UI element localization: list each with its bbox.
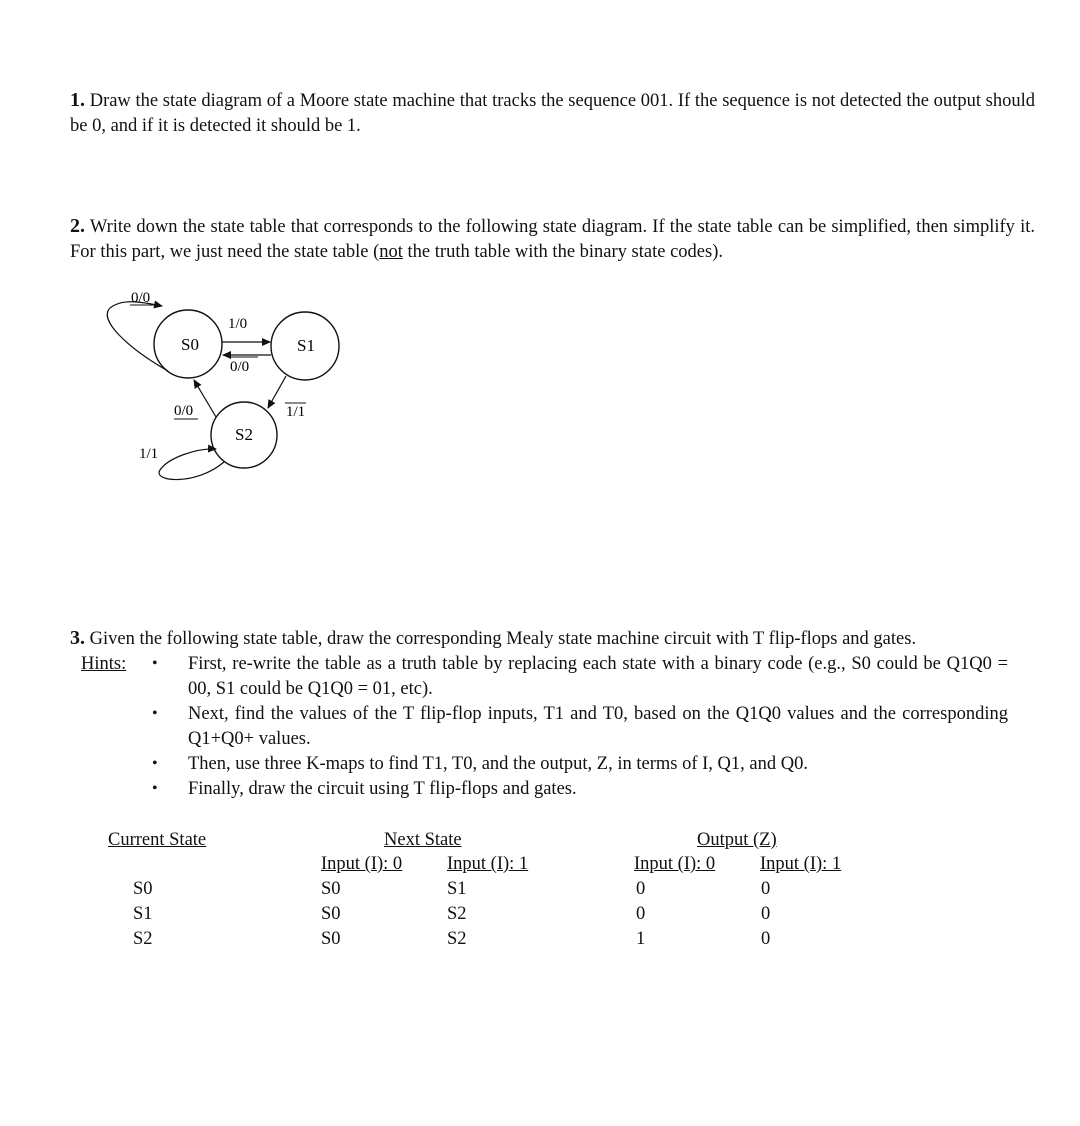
question-1-number: 1. xyxy=(70,89,85,111)
label-s0-to-s1: 1/0 xyxy=(228,316,248,332)
row2-out1: 0 xyxy=(761,929,771,949)
state-s2 xyxy=(211,402,277,468)
label-s2-self: 1/1 xyxy=(139,446,159,462)
header-output: Output (Z) xyxy=(697,830,777,850)
transition-s2-to-s0 xyxy=(194,380,216,417)
row0-current: S0 xyxy=(133,879,153,899)
question-1 xyxy=(70,88,1035,139)
row0-next0: S0 xyxy=(321,879,341,899)
hint-4: Finally, draw the circuit using T flip-flops and gates. xyxy=(188,779,577,799)
row1-out0: 0 xyxy=(636,904,646,924)
label-s1-to-s2: 1/1 xyxy=(286,404,306,420)
hint-2: Next, find the values of the T flip-flop inputs, T1 and T0, based on the Q1Q0 values and the corresponding Q1+Q0+ values. xyxy=(188,704,1008,749)
header-output-input0: Input (I): 0 xyxy=(634,854,716,874)
row2-out0: 1 xyxy=(636,929,646,949)
row2-next0: S0 xyxy=(321,929,341,949)
row1-next1: S2 xyxy=(447,904,467,924)
hints-label: Hints: xyxy=(81,654,127,674)
header-current-state: Current State xyxy=(108,830,207,850)
header-next-input1: Input (I): 1 xyxy=(447,854,529,874)
hint-3: Then, use three K-maps to find T1, T0, and the output, Z, in terms of I, Q1, and Q0. xyxy=(188,754,808,774)
row0-out1: 0 xyxy=(761,879,771,899)
bullet-4: • xyxy=(152,780,158,797)
header-next-state: Next State xyxy=(384,830,462,850)
bullet-2: • xyxy=(152,705,158,722)
state-s1-label: S1 xyxy=(297,336,315,355)
row1-current: S1 xyxy=(133,904,153,924)
state-s0 xyxy=(154,310,222,378)
hint-1: First, re-write the table as a truth table by replacing each state with a binary code (e.g., S0 could be Q1Q0 = 00, S1 could be Q1Q0 = 01, etc). xyxy=(188,654,1008,699)
question-2 xyxy=(70,214,1035,265)
question-2-text: Write down the state table that corresponds to the following state diagram. If the state table can be simplified, then simplify it. For this part, we just need the state table ( xyxy=(70,217,1035,262)
label-s1-to-s0: 0/0 xyxy=(230,359,250,375)
state-s2-label: S2 xyxy=(235,425,253,444)
header-output-input1: Input (I): 1 xyxy=(760,854,842,874)
transition-s1-to-s2 xyxy=(268,376,286,408)
question-3-number: 3. xyxy=(70,627,85,649)
question-3 xyxy=(70,626,1035,652)
question-2-text-end: the truth table with the binary state codes). xyxy=(402,242,723,262)
row2-current: S2 xyxy=(133,929,153,949)
row2-next1: S2 xyxy=(447,929,467,949)
state-s0-label: S0 xyxy=(181,335,199,354)
header-next-input0: Input (I): 0 xyxy=(321,854,403,874)
state-s1 xyxy=(271,312,339,380)
question-3-text: Given the following state table, draw the corresponding Mealy state machine circuit with T flip-flops and gates. xyxy=(89,629,917,649)
bullet-3: • xyxy=(152,755,158,772)
transition-s2-self xyxy=(159,449,224,480)
state-diagram xyxy=(0,280,360,500)
row1-out1: 0 xyxy=(761,904,771,924)
row0-out0: 0 xyxy=(636,879,646,899)
bullet-1: • xyxy=(152,655,158,672)
question-1-text: Draw the state diagram of a Moore state machine that tracks the sequence 001. If the sequence is not detected the output should be 0, and if it is detected it should be 1. xyxy=(70,91,1035,136)
label-s2-to-s0: 0/0 xyxy=(174,403,194,419)
question-2-underlined-word: not xyxy=(379,242,403,262)
row1-next0: S0 xyxy=(321,904,341,924)
row0-next1: S1 xyxy=(447,879,467,899)
question-2-number: 2. xyxy=(70,215,85,237)
label-s0-self: 0/0 xyxy=(131,290,151,306)
